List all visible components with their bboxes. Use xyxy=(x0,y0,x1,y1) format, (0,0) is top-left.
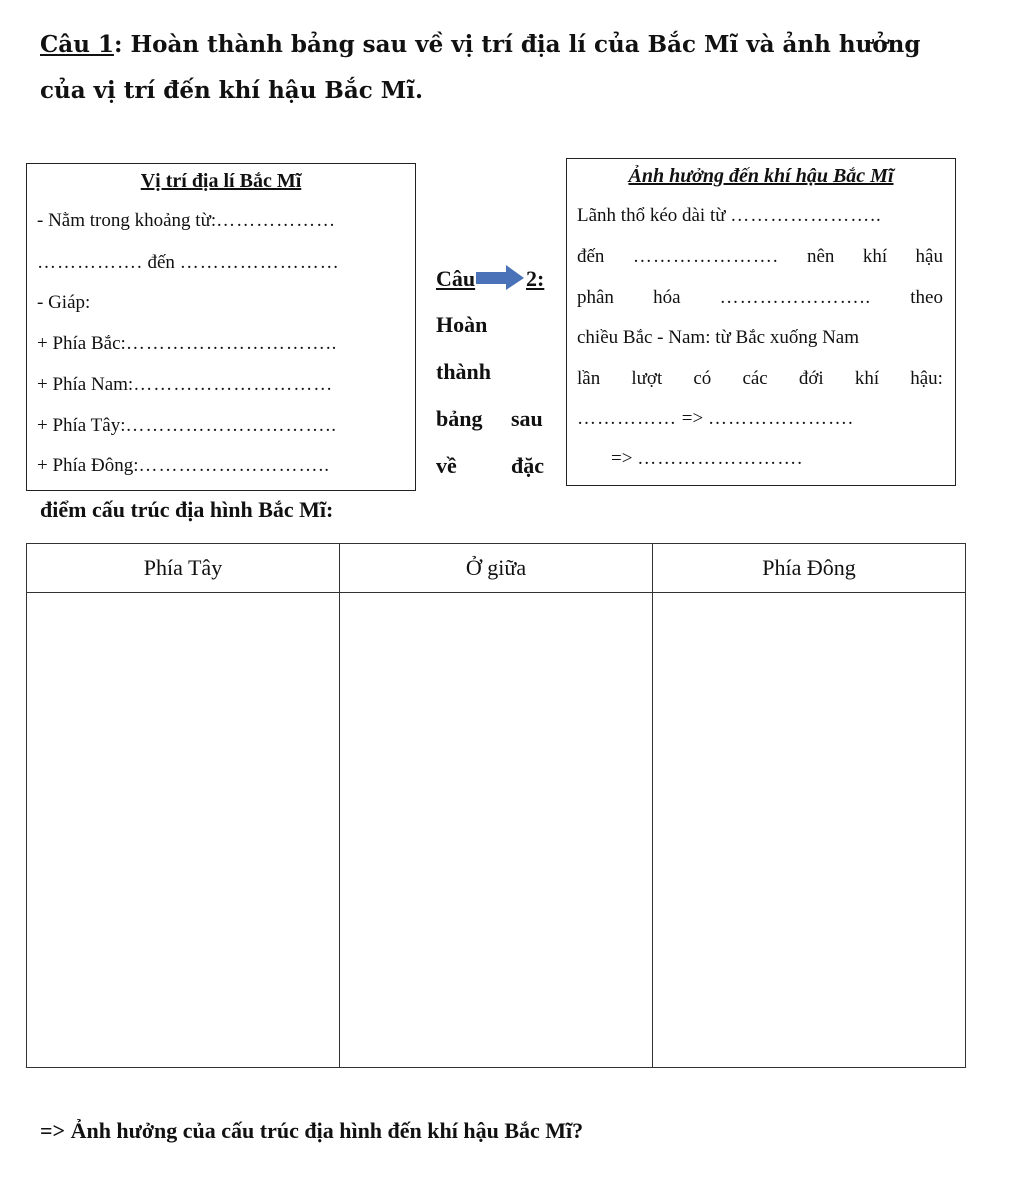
table-row xyxy=(27,593,966,1068)
answer-cell-west[interactable] xyxy=(27,593,340,1068)
climate-line-5: lần lượt có các đới khí hậu: xyxy=(577,368,943,389)
blank-field[interactable]: …………………… xyxy=(179,252,340,273)
climate-line-3: phân hóa ………………….. theo xyxy=(577,287,943,308)
blank-field[interactable]: ……………………. xyxy=(637,448,803,469)
west-line: + Phía Tây:………………………….. xyxy=(37,415,337,436)
question-1-text: : Hoàn thành bảng sau về vị trí địa lí của Bắc Mĩ và ảnh hưởng của vị trí đến khí hậu Bắc Mĩ. xyxy=(40,31,921,104)
climate-box-title: Ảnh hưởng đến khí hậu Bắc Mĩ xyxy=(628,165,894,187)
blank-field[interactable]: ………………………….. xyxy=(125,415,337,436)
south-line: + Phía Nam:………………………… xyxy=(37,374,334,395)
blank-field[interactable]: …………… xyxy=(577,408,677,429)
question-2-number: 2: xyxy=(526,266,545,291)
question-2-word: đặc xyxy=(511,453,544,478)
arrow-right-icon xyxy=(476,264,526,290)
climate-line-1: Lãnh thổ kéo dài từ ………………….. xyxy=(577,205,882,226)
east-line: + Phía Đông:……………………….. xyxy=(37,455,330,476)
climate-line-6: …………… => …………………. xyxy=(577,408,854,429)
climate-line-4: chiều Bắc - Nam: từ Bắc xuống Nam xyxy=(577,327,860,348)
blank-field[interactable]: …………………. xyxy=(707,408,854,429)
blank-field[interactable]: ………………………….. xyxy=(125,333,338,354)
column-header-middle: Ở giữa xyxy=(340,544,653,593)
question-1-label: Câu 1 xyxy=(40,31,114,58)
blank-field[interactable]: ………………….. xyxy=(719,287,872,308)
question-2-tail: điểm cấu trúc địa hình Bắc Mĩ: xyxy=(40,497,334,522)
answer-cell-east[interactable] xyxy=(653,593,966,1068)
location-box xyxy=(26,163,416,491)
climate-line-2: đến …………………. nên khí hậu xyxy=(577,246,943,267)
climate-box xyxy=(566,158,956,486)
blank-field[interactable]: …………………. xyxy=(632,246,779,267)
blank-field[interactable]: ……………… xyxy=(216,210,337,231)
range-line-1: - Nằm trong khoảng từ:……………… xyxy=(37,210,337,231)
question-2-word: về xyxy=(436,453,457,478)
blank-field[interactable]: ……………………….. xyxy=(138,455,330,476)
blank-field[interactable]: ……………. xyxy=(37,252,143,273)
question-2-word: sau xyxy=(511,406,543,431)
question-1 xyxy=(40,22,970,114)
range-line-2: ……………. đến …………………… xyxy=(37,252,340,273)
north-line: + Phía Bắc:………………………….. xyxy=(37,333,338,354)
terrain-table xyxy=(26,543,966,1068)
question-2-word: Hoàn xyxy=(436,312,488,337)
blank-field[interactable]: ………………….. xyxy=(730,205,882,226)
question-2-word: bảng xyxy=(436,406,483,431)
column-header-west: Phía Tây xyxy=(27,544,340,593)
blank-field[interactable]: ………………………… xyxy=(133,374,334,395)
location-box-title: Vị trí địa lí Bắc Mĩ xyxy=(140,170,302,192)
answer-cell-middle[interactable] xyxy=(340,593,653,1068)
table-header-row xyxy=(27,544,966,593)
border-label: - Giáp: xyxy=(37,292,91,313)
question-2-word: thành xyxy=(436,359,492,384)
column-header-east: Phía Đông xyxy=(653,544,966,593)
question-2-label: Câu xyxy=(436,266,476,291)
follow-up-question: => Ảnh hưởng của cấu trúc địa hình đến khí hậu Bắc Mĩ? xyxy=(40,1118,584,1143)
climate-line-7: => ……………………. xyxy=(611,448,803,469)
